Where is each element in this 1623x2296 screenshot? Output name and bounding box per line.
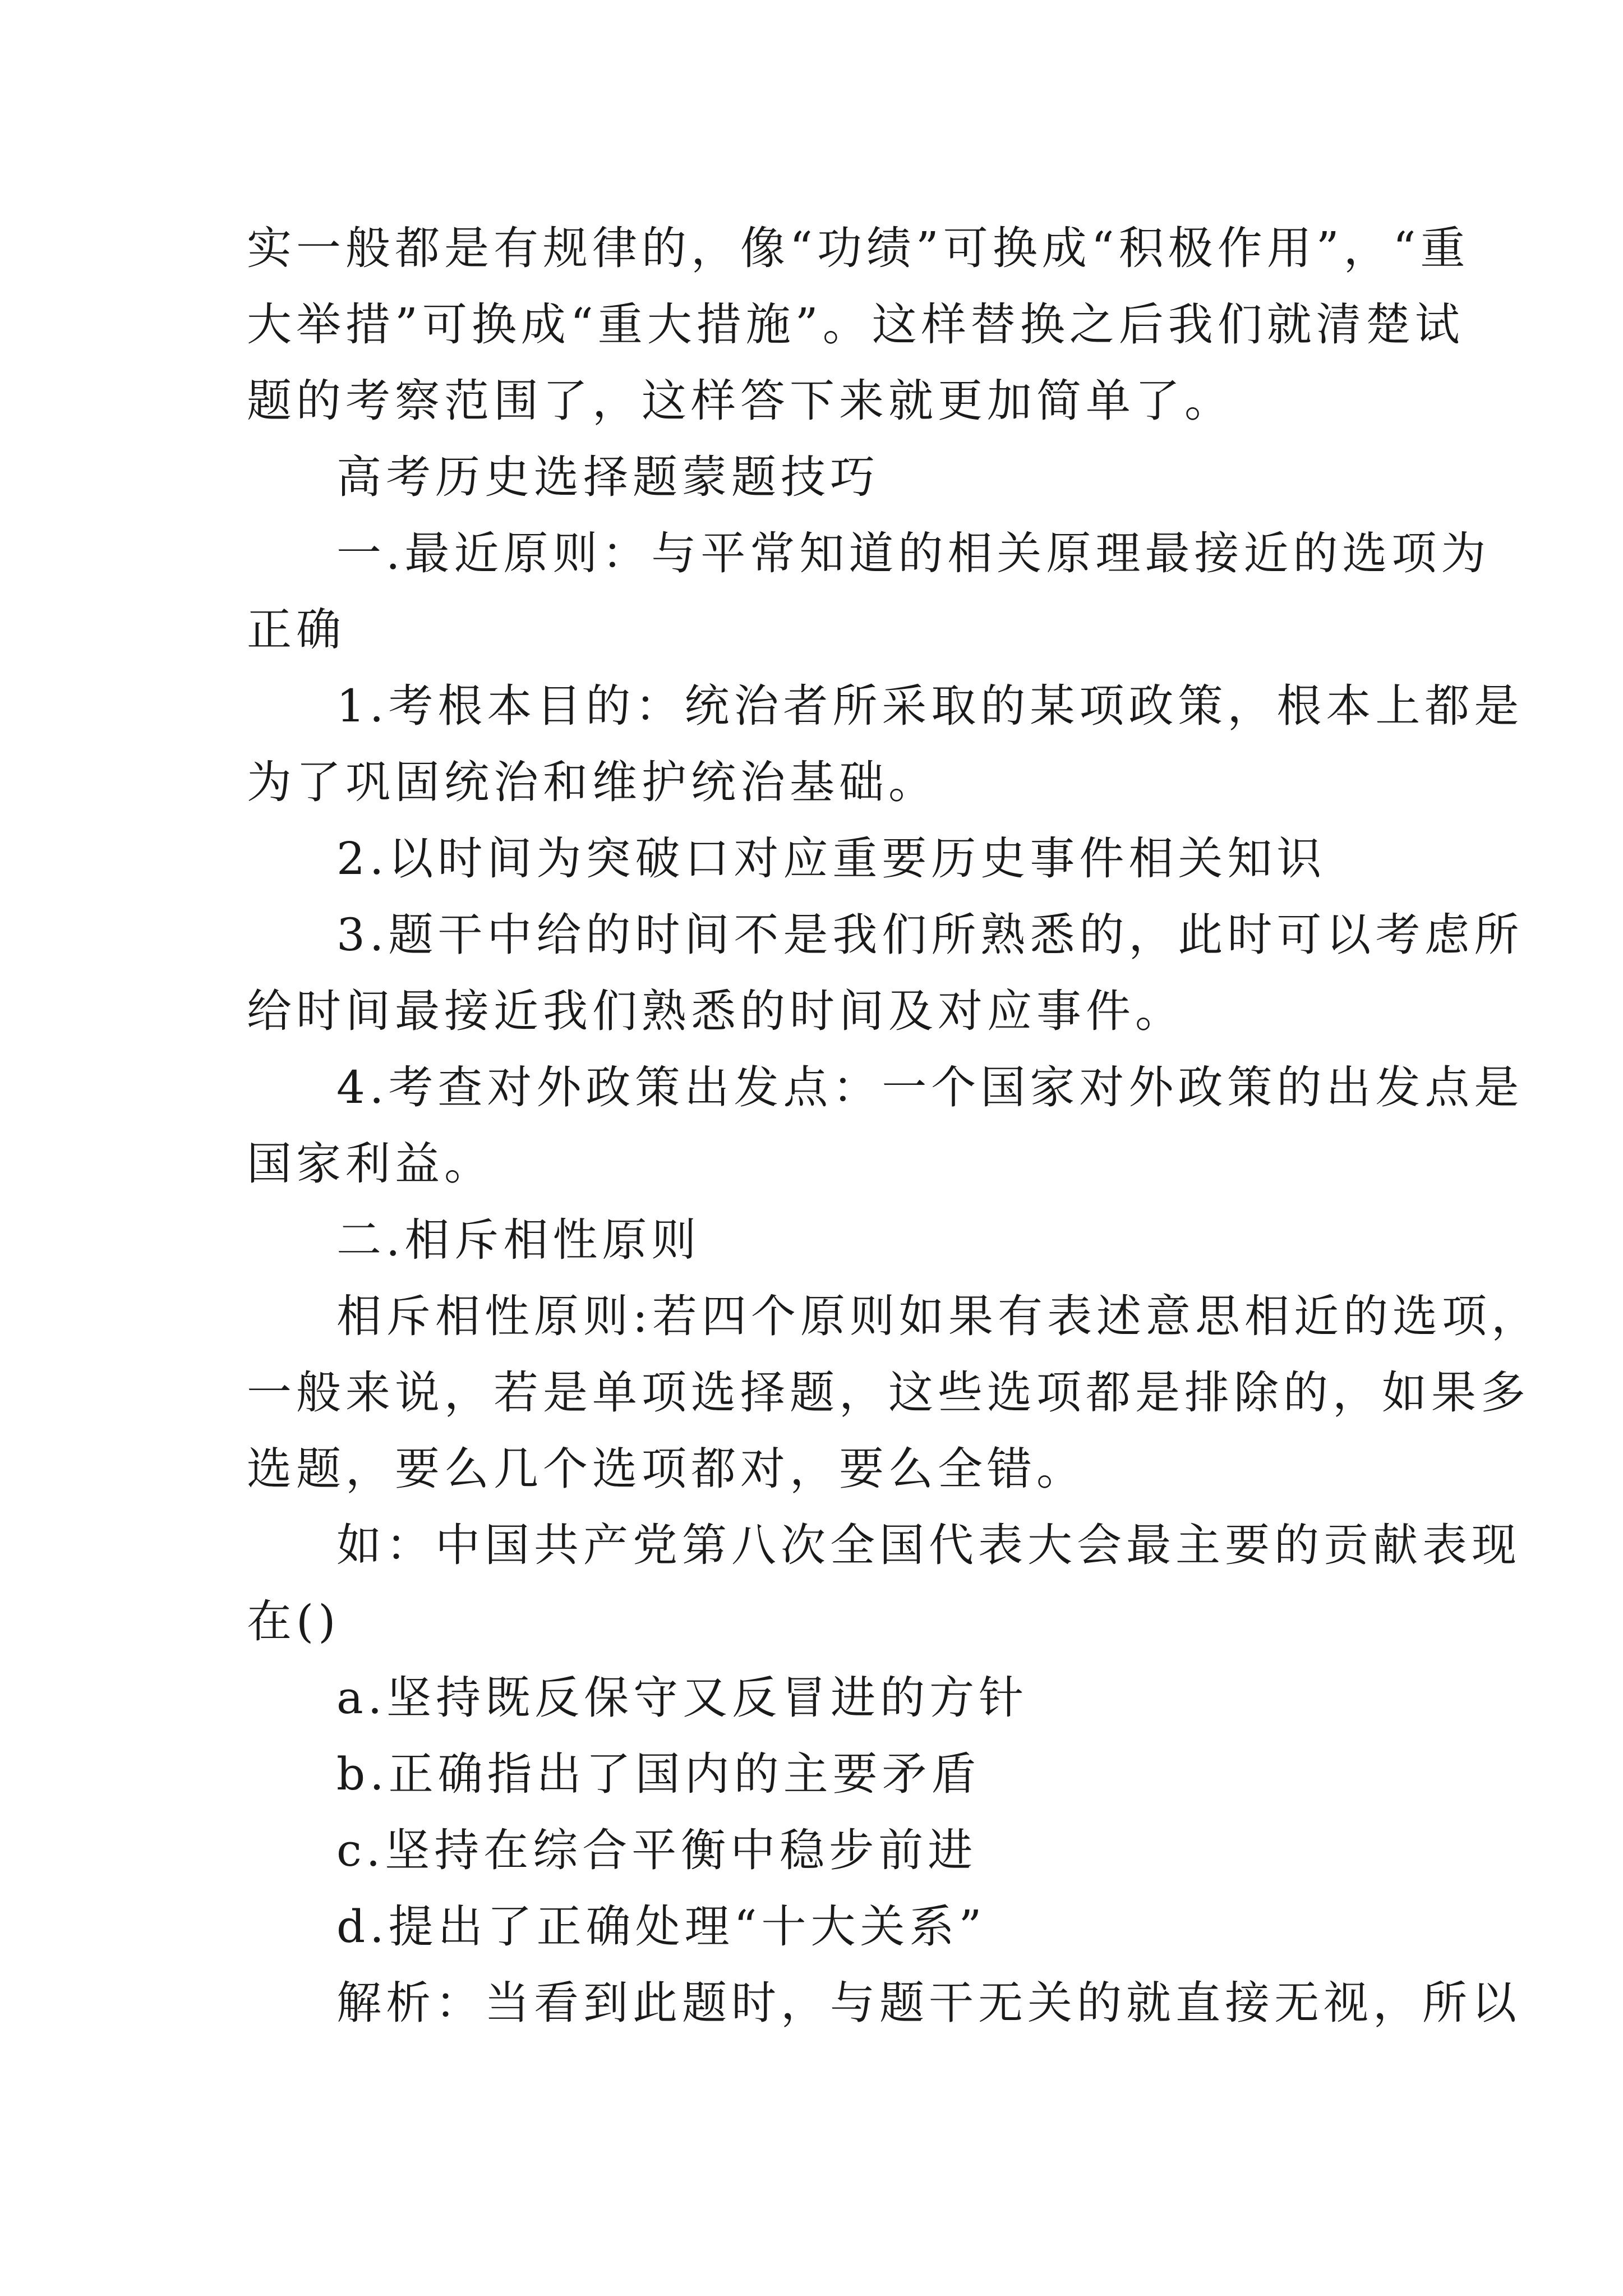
text-line: 选题，要么几个选项都对，要么全错。	[247, 1443, 1086, 1495]
text-line: 大举措”可换成“重大措施”。这样替换之后我们就清楚试	[247, 298, 1464, 351]
text-line: 正确	[247, 604, 345, 656]
text-line: 题的考察范围了，这样答下来就更加简单了。	[247, 375, 1234, 427]
option-d: d.提出了正确处理“十大关系”	[336, 1901, 986, 1953]
text-line: 给时间最接近我们熟悉的时间及对应事件。	[247, 985, 1184, 1037]
text-line: 在()	[247, 1595, 340, 1648]
text-line: 为了巩固统治和维护统治基础。	[247, 756, 938, 808]
text-line: 实一般都是有规律的，像“功绩”可换成“积极作用”，“重	[247, 222, 1470, 274]
option-a: a.坚持既反保守又反冒进的方针	[336, 1672, 1029, 1724]
section-heading: 高考历史选择题蒙题技巧	[336, 451, 879, 503]
option-b: b.正确指出了国内的主要矛盾	[336, 1748, 981, 1800]
list-item: 4.考查对外政策出发点：一个国家对外政策的出发点是	[336, 1061, 1524, 1114]
analysis-line: 解析：当看到此题时，与题干无关的就直接无视，所以	[336, 1977, 1521, 2029]
text-line: 一般来说，若是单项选择题，这些选项都是排除的，如果多	[247, 1366, 1530, 1419]
list-item: 1.考根本目的：统治者所采取的某项政策，根本上都是	[336, 680, 1524, 732]
option-c: c.坚持在综合平衡中稳步前进	[336, 1824, 978, 1876]
principle-heading: 一.最近原则：与平常知道的相关原理最接近的选项为	[336, 527, 1491, 579]
principle-heading: 二.相斥相性原则	[336, 1214, 701, 1266]
list-item: 3.题干中给的时间不是我们所熟悉的，此时可以考虑所	[336, 909, 1524, 961]
document-body	[247, 210, 1541, 2041]
question-stem: 如：中国共产党第八次全国代表大会最主要的贡献表现	[336, 1519, 1521, 1571]
paragraph-line: 相斥相性原则:若四个原则如果有表述意思相近的选项，	[336, 1290, 1541, 1342]
list-item: 2.以时间为突破口对应重要历史事件相关知识	[336, 832, 1326, 885]
text-line: 国家利益。	[247, 1138, 494, 1190]
